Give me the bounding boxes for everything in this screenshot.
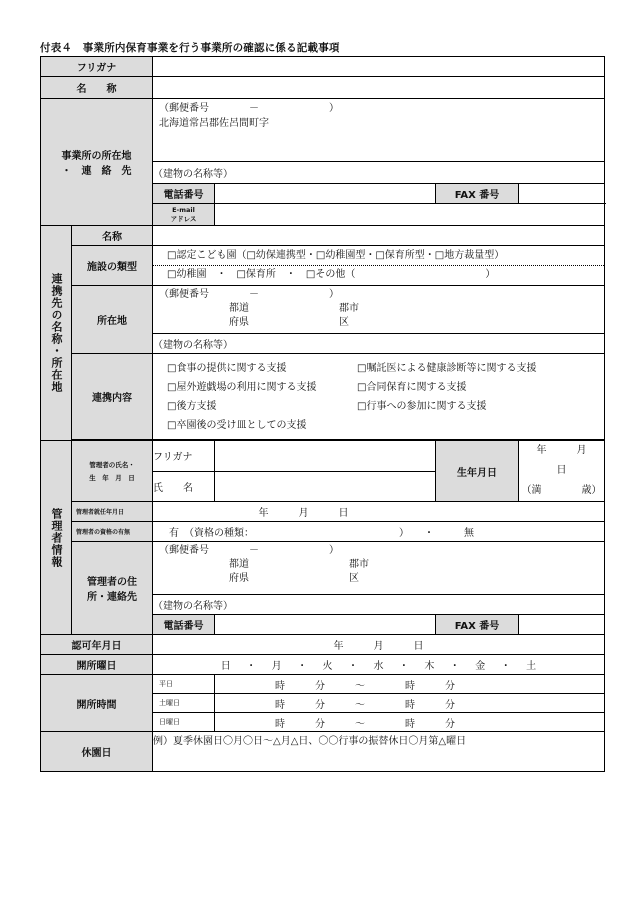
manager-birth-label: 生年月日 <box>436 441 519 502</box>
hours-saturday-field[interactable]: 時 分 ～ 時 分 <box>215 694 605 713</box>
manager-fax-label: FAX 番号 <box>436 615 519 635</box>
office-building-field[interactable]: （建物の名称等） <box>153 162 605 184</box>
office-address-field[interactable] <box>153 99 605 162</box>
office-email-field[interactable] <box>215 204 605 226</box>
partner-location-field[interactable]: （郵便番号 － ） 都道 郡市 府県 区 <box>153 286 605 334</box>
open-days-field[interactable]: 日 ・ 月 ・ 火 ・ 水 ・ 木 ・ 金 ・ 土 <box>153 655 605 675</box>
office-postal: （郵便番号 － ） <box>159 103 339 114</box>
office-address-label: 事業所の所在地 ・ 連 絡 先 <box>41 99 153 226</box>
partner-item-playground[interactable]: □屋外遊戯場の利用に関する支援 <box>167 381 317 393</box>
office-fax-field[interactable] <box>519 184 605 204</box>
holidays-field[interactable]: 例）夏季休園日〇月〇日～△月△日、〇〇行事の振替休日〇月第△曜日 <box>153 732 605 772</box>
partner-item-joint[interactable]: □合同保育に関する支援 <box>357 381 467 393</box>
partner-type-line1[interactable]: □認定こども園（□幼保連携型・□幼稚園型・□保育所型・□地方裁量型） <box>153 247 604 266</box>
partner-item-health[interactable]: □嘱託医による健康診断等に関する支援 <box>357 362 537 374</box>
partner-location-label: 所在地 <box>72 286 153 354</box>
office-furigana-field[interactable] <box>153 57 605 77</box>
manager-qual-field[interactable]: 有 （資格の種類： ） ・ 無 <box>153 522 605 542</box>
manager-address-label: 管理者の住 所・連絡先 <box>72 542 153 635</box>
manager-tel-label: 電話番号 <box>153 615 215 635</box>
approval-label: 認可年月日 <box>41 635 153 655</box>
form-table <box>40 56 617 772</box>
office-fax-label: FAX 番号 <box>436 184 519 204</box>
day-mon[interactable]: 月 <box>271 661 282 672</box>
partner-type-field[interactable] <box>153 246 605 286</box>
partner-content-label: 連携内容 <box>72 354 153 440</box>
partner-type-label: 施設の類型 <box>72 246 153 286</box>
document-title: 付表４ 事業所内保育事業を行う事業所の確認に係る記載事項 <box>40 42 340 54</box>
manager-birth-field[interactable]: 年 月 日 （満 歳） <box>519 441 605 502</box>
manager-furigana-field[interactable] <box>215 441 436 472</box>
partner-item-event[interactable]: □行事への参加に関する支援 <box>357 400 487 412</box>
manager-tenure-field[interactable]: 年 月 日 <box>153 502 605 522</box>
day-fri[interactable]: 金 <box>475 661 486 672</box>
manager-address-field[interactable]: （郵便番号 － ） 都道 郡市 府県 区 <box>153 542 605 595</box>
hours-sunday-field[interactable]: 時 分 ～ 時 分 <box>215 713 605 732</box>
manager-name-label: 管理者の氏名・ 生 年 月 日 <box>72 441 153 502</box>
partner-item-backup[interactable]: □後方支援 <box>167 400 217 412</box>
manager-furigana-label: フリガナ <box>153 441 215 472</box>
holidays-label: 休園日 <box>41 732 153 772</box>
day-sun[interactable]: 日 <box>220 661 231 672</box>
partner-name-field[interactable] <box>153 226 605 246</box>
office-address-text: 北海道常呂郡佐呂間町字 <box>159 118 269 129</box>
office-name-field[interactable] <box>153 77 605 99</box>
manager-tenure-label: 管理者就任年月日 <box>72 502 153 522</box>
partner-item-after[interactable]: □卒園後の受け皿としての支援 <box>167 419 307 431</box>
manager-name-text: 氏 名 <box>153 471 215 502</box>
partner-item-meal[interactable]: □食事の提供に関する支援 <box>167 362 287 374</box>
day-tue[interactable]: 火 <box>322 661 333 672</box>
day-thu[interactable]: 木 <box>424 661 435 672</box>
manager-section-label: 管理者情報 <box>41 441 72 635</box>
manager-fax-field[interactable] <box>519 615 605 635</box>
office-tel-field[interactable] <box>215 184 436 204</box>
partner-type-line2[interactable]: □幼稚園 ・ □保育所 ・ □その他（ ） <box>167 269 496 280</box>
day-wed[interactable]: 水 <box>373 661 384 672</box>
manager-tel-field[interactable] <box>215 615 436 635</box>
hours-saturday-label: 土曜日 <box>153 694 215 713</box>
approval-field[interactable]: 年 月 日 <box>153 635 605 655</box>
manager-building-field[interactable]: （建物の名称等） <box>153 595 605 615</box>
open-hours-label: 開所時間 <box>41 675 153 732</box>
partner-name-label: 名称 <box>72 226 153 246</box>
partner-content-field[interactable] <box>153 354 605 440</box>
partner-section-label: 連携先の名称・所在地 <box>41 226 72 441</box>
office-tel-label: 電話番号 <box>153 184 215 204</box>
manager-name-field[interactable] <box>215 471 436 502</box>
day-sat[interactable]: 土 <box>526 661 537 672</box>
hours-weekday-label: 平日 <box>153 675 215 694</box>
office-name-label: 名 称 <box>41 77 153 99</box>
open-days-label: 開所曜日 <box>41 655 153 675</box>
partner-building-field[interactable]: （建物の名称等） <box>153 334 605 354</box>
hours-weekday-field[interactable]: 時 分 ～ 時 分 <box>215 675 605 694</box>
hours-sunday-label: 日曜日 <box>153 713 215 732</box>
office-furigana-label: フリガナ <box>41 57 153 77</box>
manager-qual-label: 管理者の資格の有無 <box>72 522 153 542</box>
office-email-label: E-mail アドレス <box>153 204 215 226</box>
